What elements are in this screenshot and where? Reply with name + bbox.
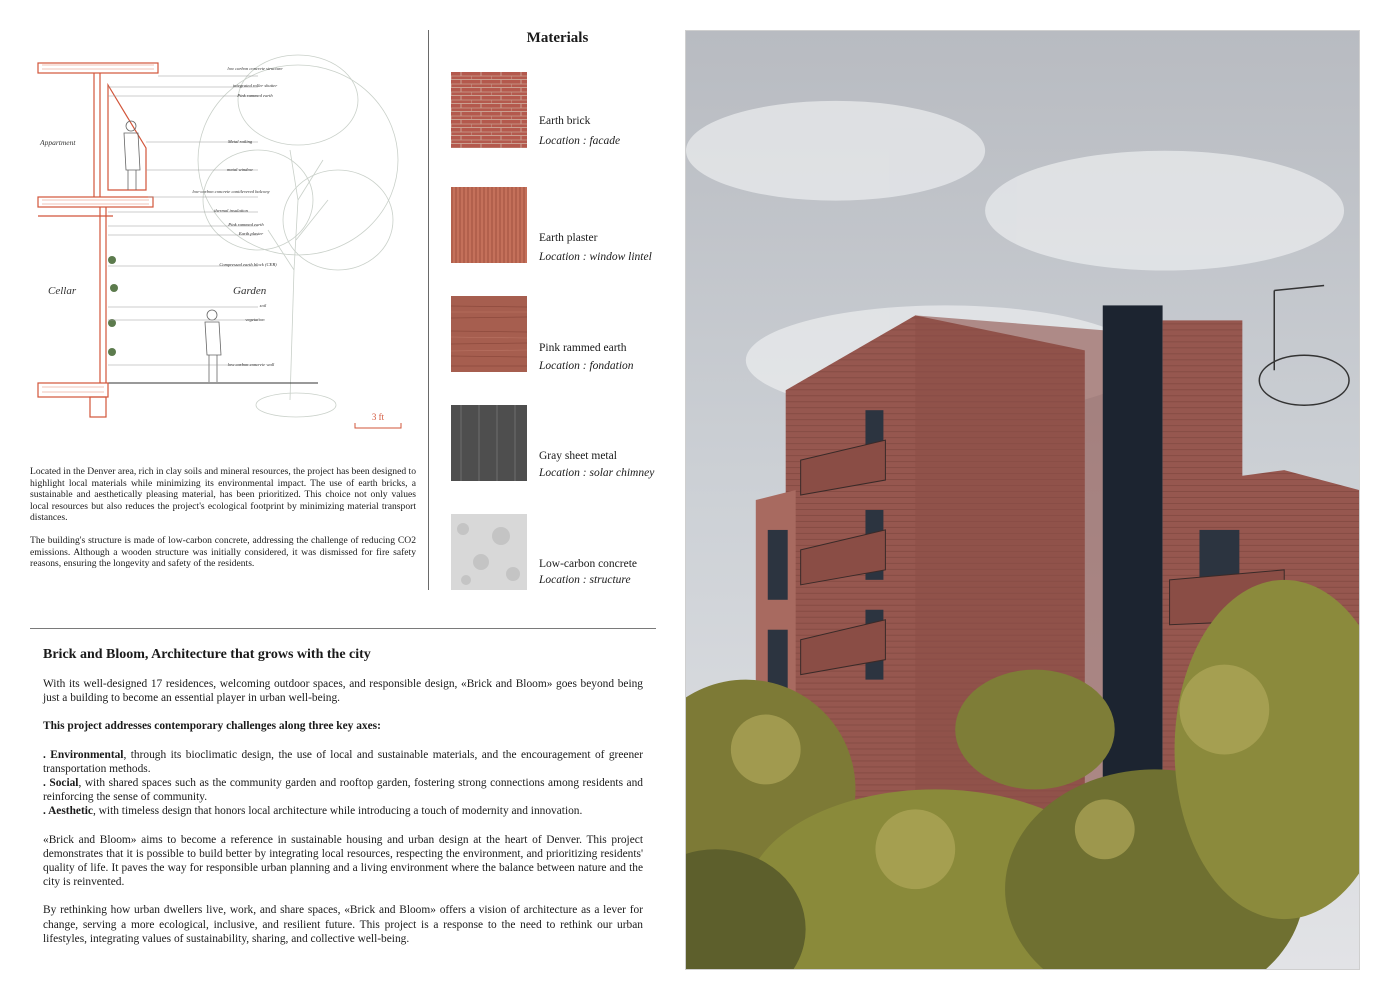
axis-text: , with timeless design that honors local architecture while introducing a touch of modernity and innovation. (92, 805, 583, 818)
swatch-earth-brick (451, 72, 527, 148)
material-name-rammed-earth: Pink rammed earth (539, 342, 627, 354)
annot-soil: soil (259, 303, 267, 308)
wall-vegetation (108, 256, 118, 356)
material-location-sheet-metal: Location : solar chimney (539, 467, 655, 479)
intro-paragraph-2: The building's structure is made of low-carbon concrete, addressing the challenge of reducing CO2 emissions. Although a wooden structure was initially considered, it was dismissed for fire safety reasons, ensuring the longevity and safety of the residents. (30, 534, 416, 570)
annot-metal-window: metal window (227, 167, 253, 172)
horizontal-divider (30, 628, 656, 629)
swatch-low-carbon-concrete (451, 514, 527, 590)
material-location-earth-brick: Location : facade (539, 135, 621, 147)
axis-aesthetic (43, 804, 643, 818)
annotation-leaders (108, 76, 258, 365)
material-location-rammed-earth: Location : fondation (539, 360, 634, 372)
axis-environmental (43, 748, 643, 776)
material-location-concrete: Location : structure (539, 574, 631, 586)
axis-bullet: . Social (43, 777, 79, 790)
annot-rammed-earth-2: Pink rammed earth (228, 222, 264, 227)
axis-social (43, 776, 643, 804)
axes-list (43, 748, 643, 819)
annot-concrete-structure: low carbon concrete structure (227, 66, 283, 71)
vertical-divider (428, 30, 429, 590)
slab-hatch (42, 65, 154, 392)
axes-heading: This project addresses contemporary challenges along three key axes: (43, 720, 381, 733)
label-garden: Garden (233, 285, 267, 297)
annot-roller-shutter: integrated roller shutter (232, 83, 278, 88)
axis-bullet: . Environmental (43, 748, 124, 761)
project-description (43, 646, 643, 960)
swatch-earth-plaster (451, 187, 527, 263)
axis-bullet: . Aesthetic (43, 805, 93, 818)
article-paragraph-1: With its well-designed 17 residences, welcoming outdoor spaces, and responsible design, «Brick and Bloom» goes beyond being just a building to become an essential player in urban well-being. (43, 678, 643, 705)
annot-insulation: thermal insulation (214, 208, 248, 213)
article-paragraph-3: By rethinking how urban dwellers live, work, and share spaces, «Brick and Bloom» offers a vision of architecture as a lever for change, serving a more ecological, inclusive, and resilient future. This project is a response to the need to rethink our urban lifestyles, integrating values of sustainability, sharing, and collective well-being. (43, 904, 643, 945)
person-figures (124, 121, 221, 382)
material-name-earth-plaster: Earth plaster (539, 232, 598, 244)
material-location-earth-plaster: Location : window lintel (539, 251, 652, 263)
scale-label: 3 ft (371, 412, 385, 422)
wall-section-drawing (28, 40, 413, 440)
material-name-earth-brick: Earth brick (539, 115, 591, 127)
label-cellar: Cellar (48, 285, 77, 297)
label-appartment: Appartment (40, 138, 76, 147)
material-name-sheet-metal: Gray sheet metal (539, 450, 617, 462)
material-name-concrete: Low-carbon concrete (539, 558, 638, 570)
intro-text (30, 466, 416, 581)
annot-earth-plaster: Earth plaster (238, 231, 264, 236)
swatch-pink-rammed-earth (451, 296, 527, 372)
materials-title: Materials (526, 30, 589, 46)
annot-metal-railing: Metal railing (227, 139, 253, 144)
annot-ceb: Compressed earth block (CEB) (219, 262, 277, 267)
axis-text: , through its bioclimatic design, the use of local and sustainable materials, and the encouragement of greener transportation methods. (43, 748, 643, 775)
article-paragraph-2: «Brick and Bloom» aims to become a reference in sustainable housing and urban design at the heart of Denver. This project demonstrates that it is possible to build better by integrating local resources, respecting the environment, and prioritizing residents' quality of life. It paves the way for responsible urban planning and a living environment where the balance between nature and the city is reinvented. (43, 833, 643, 889)
axis-text: , with shared spaces such as the community garden and rooftop garden, fostering strong connections among residents and reinforcing the sense of community. (43, 777, 643, 804)
annot-rammed-earth-1: Pink rammed earth (237, 93, 273, 98)
structure-lines (38, 63, 158, 417)
project-title: Brick and Bloom, Architecture that grows with the city (43, 647, 371, 662)
swatch-gray-sheet-metal (451, 405, 527, 481)
annot-balcony: low-carbon concrete cantilevered balcony (192, 189, 270, 194)
annot-vegetation: vegetation (245, 317, 265, 322)
building-render-image (685, 30, 1360, 970)
annot-concrete-wall: low carbon concrete wall (227, 362, 275, 367)
scale-bar (355, 412, 401, 428)
intro-paragraph-1: Located in the Denver area, rich in clay soils and mineral resources, the project has been designed to highlight local materials while minimizing its environmental impact. The use of earth bricks, a sustainable and aesthetically pleasing material, has been prioritized. This choice not only values local resources but also reduces the project's ecological footprint by minimizing material transport distances. (30, 466, 416, 524)
